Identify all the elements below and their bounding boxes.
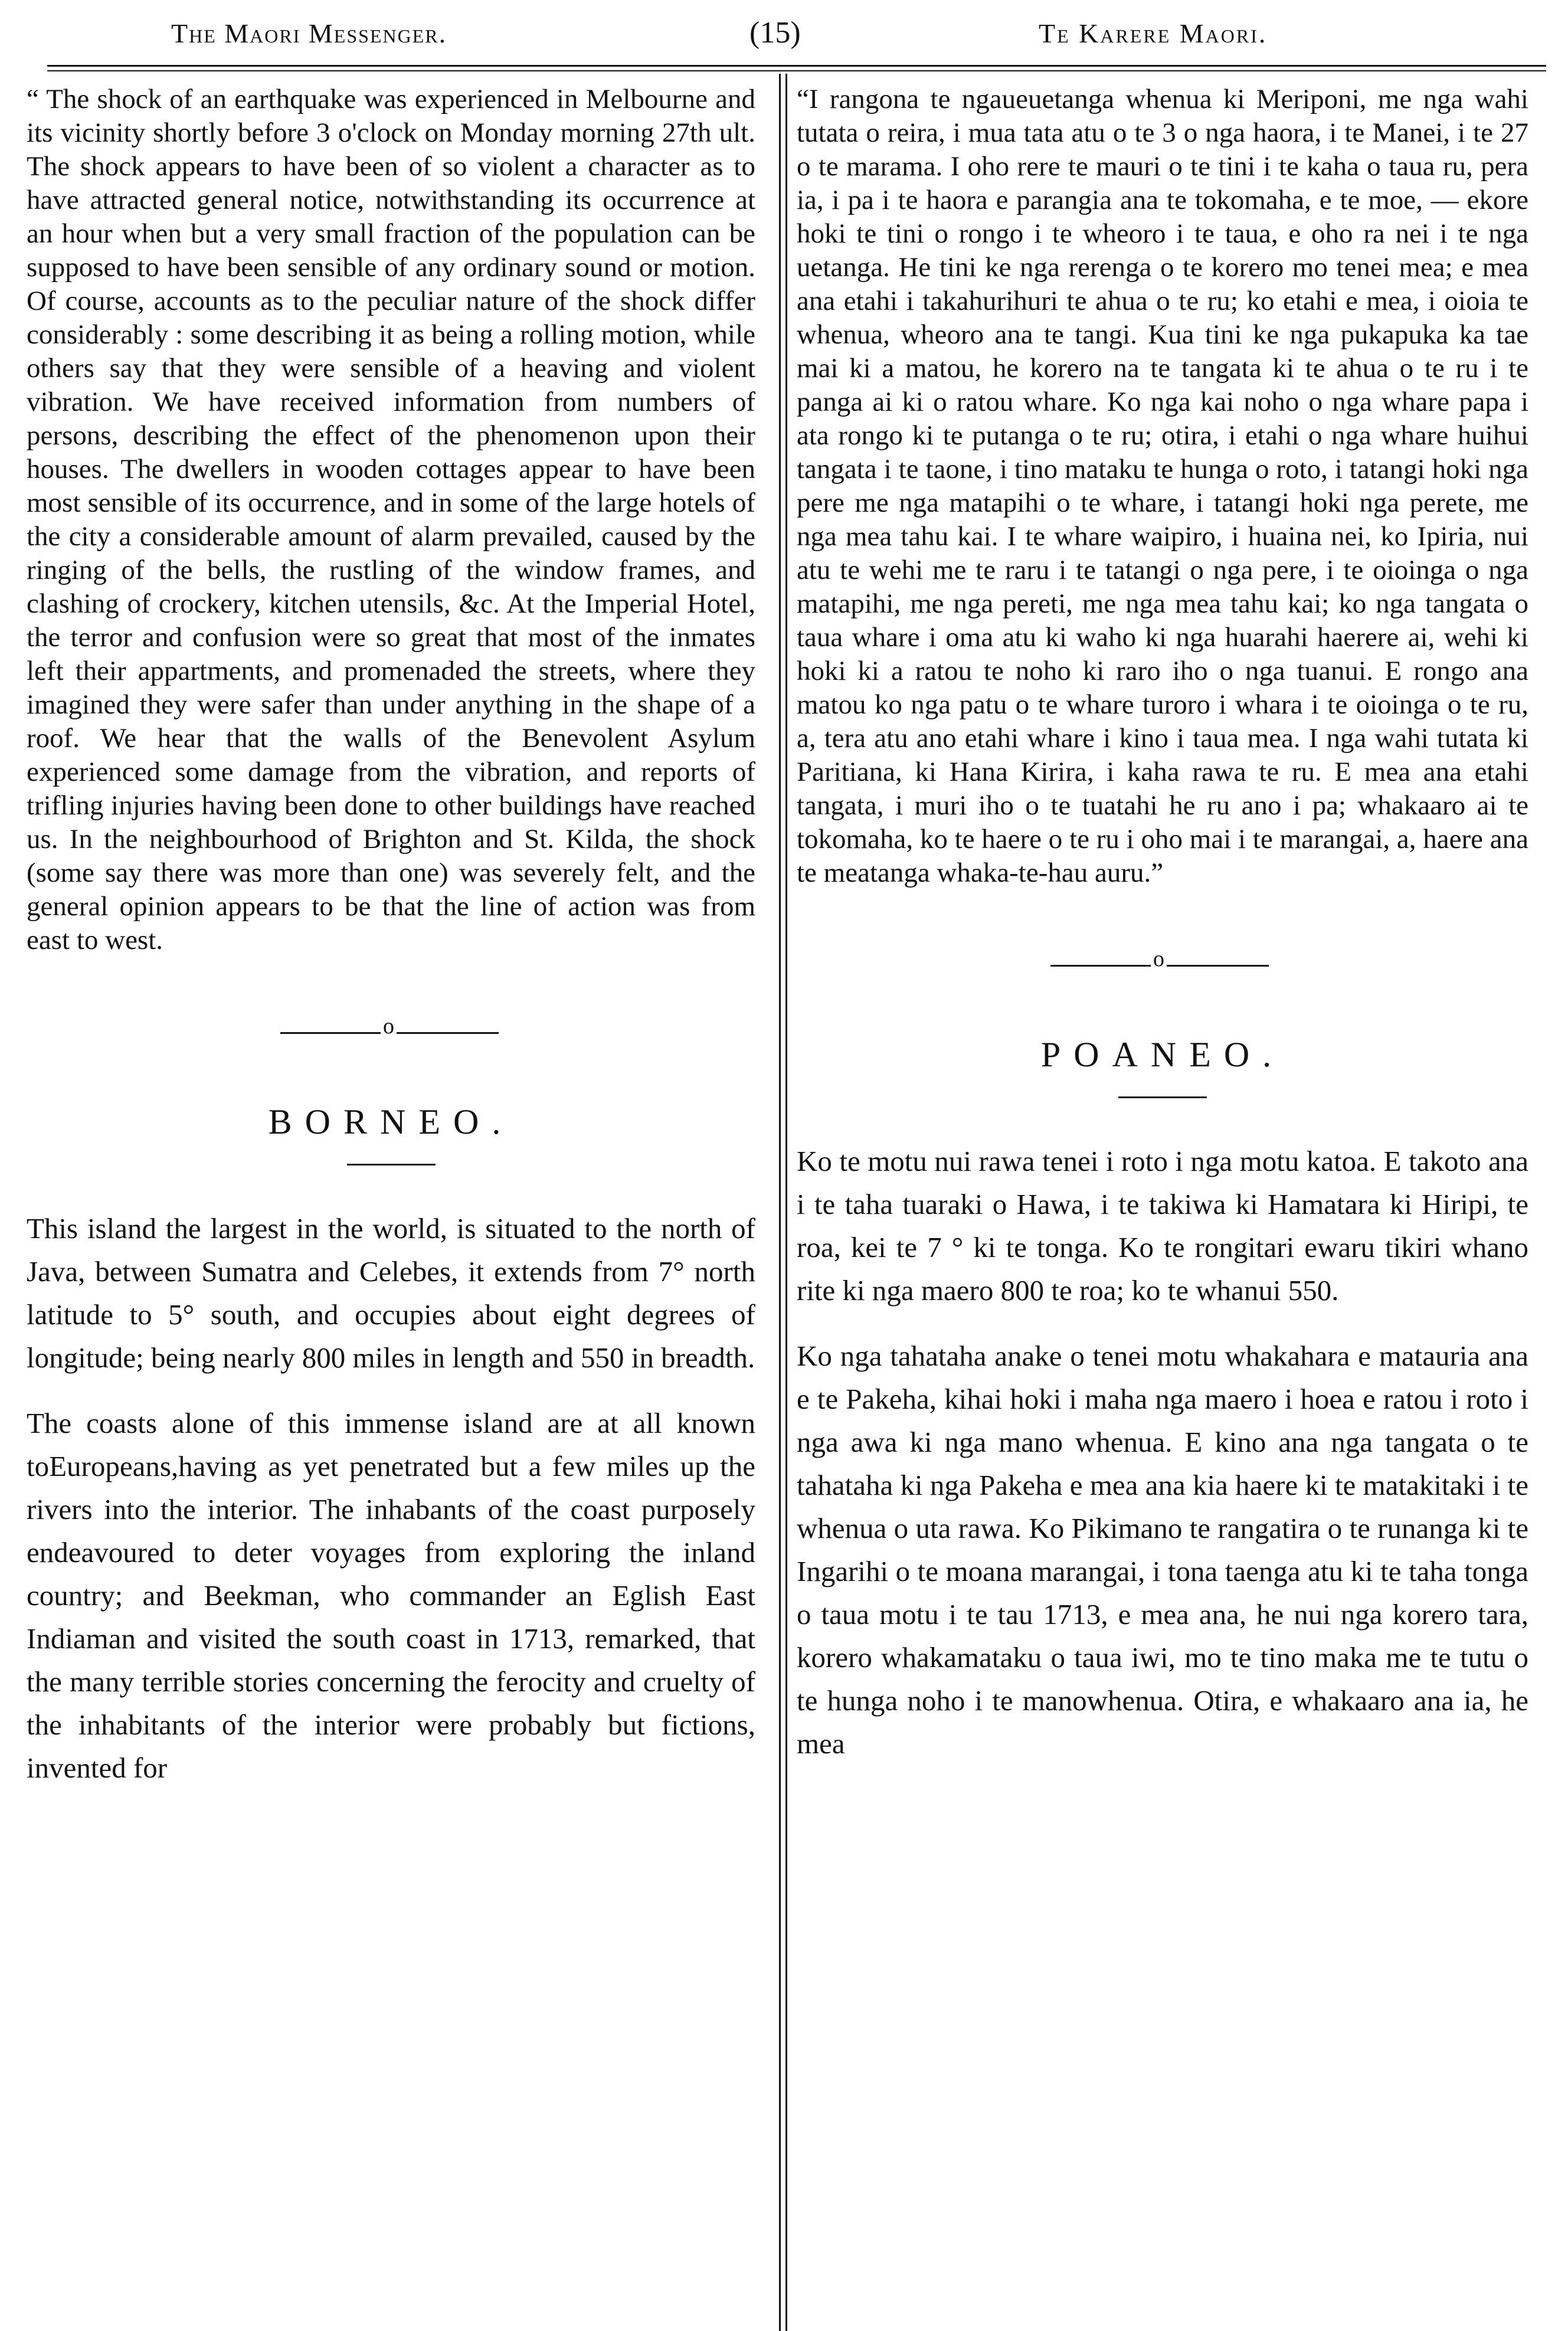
page-number: (15) bbox=[749, 16, 801, 50]
page-header bbox=[0, 0, 1568, 65]
title-rule bbox=[1118, 1096, 1207, 1098]
column-divider bbox=[779, 74, 787, 2331]
english-column bbox=[27, 83, 755, 1812]
borneo-paragraph-2: The coasts alone of this immense island are at all known toEuropeans,having as yet penetrated but a few miles up the rivers into the interior. The inhabants of the coast purposely endeavoured to deter voyages from exploring the inland country; and Beekman, who commander an Eglish East Indiaman and visited the south coast in 1713, remarked, that the many terrible stories concerning the ferocity and cruelty of the inhabitants of the interior were probably but fictions, invented for bbox=[27, 1407, 755, 1784]
poaneo-paragraph-2: Ko nga tahataha anake o tenei motu whakahara e matauria ana e te Pakeha, kihai hoki i maha nga maero i hoea e ratou i roto i nga awa ki nga mano whenua. E kino ana nga tangata o te tahataha ki nga Pakeha e mea ana kia haere ki te matakitaki i te whenua o uta rawa. Ko Pikimano te rangatira o te runanga ki te Ingarihi o te moana marangai, i tona taenga atu ki te taha tonga o taua motu i te tau 1713, e mea ana, he nui nga korero tara, korero whakamataku o taua iwi, mo te tino maka me te tutu o te hunga noho i te manowhenua. Otira, e whakaaro ana ia, he mea bbox=[797, 1340, 1528, 1760]
earthquake-article: “ The shock of an earthquake was experienced in Melbourne and its vicinity shortly before 3 o'clock on Monday morning 27th ult. The shock appears to have been of so violent a character as to have attracted general notice, notwithstanding its occurrence at an hour when but a very small fraction of the population can be supposed to have been sensible of any ordinary sound or motion. Of course, accounts as to the peculiar nature of the shock differ considerably : some describing it as being a rolling motion, while others say that they were sensible of a heaving and violent vibration. We have received information from numbers of persons, describing the effect of the phenomenon upon their houses. The dwellers in wooden cottages appear to have been most sensible of its occurrence, and in some of the large hotels of the city a considerable amount of alarm prevailed, caused by the ringing of the bells, the rustling of the window frames, and clashing of crockery, kitchen utensils, &c. At the Imperial Hotel, the terror and confusion were so great that most of the inmates left their appartments, and promenaded the streets, where they imagined they were safer than under anything in the shape of a roof. We hear that the walls of the Benevolent Asylum experienced some damage from the vibration, and reports of trifling injuries having been done to other buildings have reached us. In the neighbourhood of Brighton and St. Kilda, the shock (some say there was more than one) was severely felt, and the general opinion appears to be that the line of action was from east to west. bbox=[27, 84, 755, 955]
section-separator bbox=[797, 946, 1528, 987]
header-rule bbox=[47, 65, 1546, 71]
poaneo-title: POANEO. bbox=[1040, 1035, 1285, 1074]
section-separator bbox=[27, 1013, 755, 1055]
borneo-paragraph-1: This island the largest in the world, is situated to the north of Java, between Sumatra and Celebes, it extends from 7° north latitude to 5° south, and occupies about eight degrees of longitude; being nearly 800 miles in length and 550 in breadth. bbox=[27, 1212, 755, 1374]
borneo-title: BORNEO. bbox=[268, 1102, 514, 1141]
separator-ornament: o bbox=[381, 1013, 397, 1039]
ru-article: “I rangona te ngaueuetanga whenua ki Meriponi, me nga wahi tutata o reira, i mua tata atu o te 3 o nga haora, i te Manei, i te 27 o te marama. I oho rere te mauri o te tini i te kaha o taua ru, pera ia, i pa i te haora e parangia ana te tokomaha, e te moe, — ekore hoki te tini o rongo i te wheoro i te taua, e oho ra nei i te nga uetanga. He tini ke nga rerenga o te korero mo tenei mea; e mea ana etahi i takahurihuri te ahua o te ru; ko etahi e mea, i oioia te whenua, wheoro ana te tangi. Kua tini ke nga pukapuka ka tae mai ki a matou, he korero na te tangata ki te ahua o te ru i te panga ai ki o ratou whare. Ko nga kai noho o nga whare papa i ata rongo ki te putanga o te ru; otira, i etahi o nga whare huihui tangata i te taone, i tino mataku te hunga o roto, i tatangi hoki nga pere me nga matapihi o te whare, i tatangi hoki nga perete, me nga mea tahu kai. I te whare waipiro, i huaina nei, ko Ipiria, nui atu te wehi me te raru i te tatangi o nga pere, i te oioinga o nga matapihi, me nga pereti, me nga mea tahu kai; ko nga tangata o taua whare i oma atu ki waho ki nga huarahi haerere ai, wehi ki hoki ki a ratou te noho ki raro iho o nga tuanui. E rongo ana matou ko nga patu o te whare turoro i whara i te oioinga o te ru, a, tera atu ano etahi whare i kino i taua mea. I nga wahi tutata ki Paritiana, ki Hana Kirira, i kaha rawa te ru. E mea ana etahi tangata, i muri iho o te tuatahi he ru ano i pa; whakaaro ai te tokomaha, ko te haere o te ru i oho mai i te marangai, a, haere ana te meatanga whaka-te-hau auru.” bbox=[797, 84, 1528, 888]
title-rule bbox=[347, 1164, 436, 1166]
poaneo-paragraph-1: Ko te motu nui rawa tenei i roto i nga motu katoa. E takoto ana i te taha tuaraki o Hawa, i te takiwa ki Hamatara ki Hiripi, te roa, kei te 7 ° ki te tonga. Ko te rongitari ewaru tikiri whano rite ki nga maero 800 te roa; ko te whanui 550. bbox=[797, 1145, 1528, 1307]
header-title-maori: Te Karere Maori. bbox=[1039, 18, 1268, 48]
header-title-english: The Maori Messenger. bbox=[171, 18, 447, 48]
separator-ornament: o bbox=[1151, 946, 1167, 972]
maori-column bbox=[797, 83, 1528, 1787]
